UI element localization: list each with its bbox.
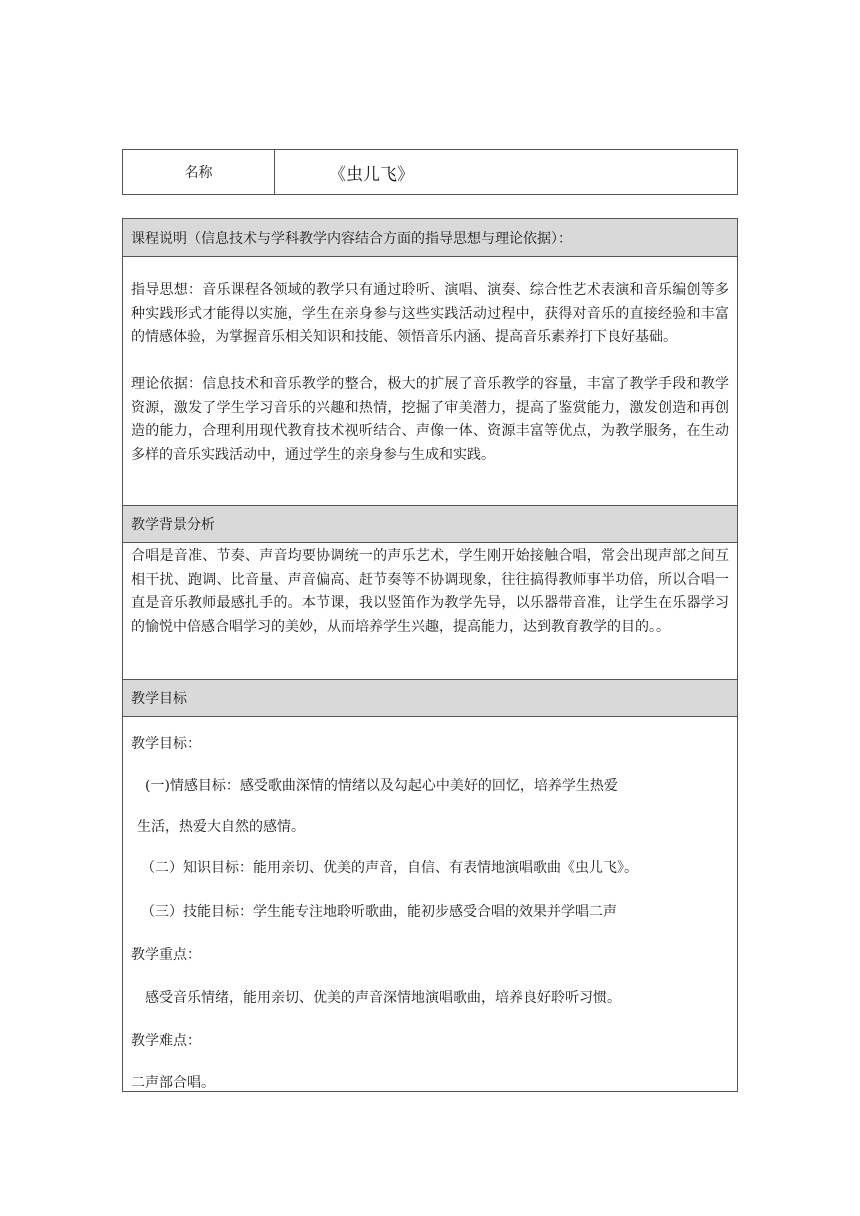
key-points-label: 教学重点： <box>131 947 201 963</box>
difficulty-label: 教学难点： <box>131 1033 201 1049</box>
emotional-goal-line2: 生活，热爱大自然的感情。 <box>137 819 305 835</box>
background-text: 合唱是音准、节奏、声音均要协调统一的声乐艺术，学生刚开始接触合唱，常会出现声部之间互相干扰、跑调、比音量、声音偏高、赶节奏等不协调现象，往往搞得教师事半功倍，所以合唱一直是音乐教师最感扎手的。本节课，我以竖笛作为教学先导，以乐器带音准，让学生在乐器学习的愉悦中倍感合唱学习的美妙，从而培养学生兴趣，提高能力，达到教育教学的目的。。 <box>131 548 729 635</box>
difficulty-text: 二声部合唱。 <box>131 1075 215 1091</box>
goals-label: 教学目标： <box>131 736 201 752</box>
skill-goal: （三）技能目标：学生能专注地聆听歌曲，能初步感受合唱的效果并学唱二声 <box>141 904 617 920</box>
guiding-thought-text: 指导思想：音乐课程各领域的教学只有通过聆听、演唱、演奏、综合性艺术表演和音乐编创等多种实践形式才能得以实施，学生在亲身参与这些实践活动过程中，获得对音乐的直接经验和丰富的情感体验，为掌握音乐相关知识和技能、领悟音乐内涵、提高音乐素养打下良好基础。 <box>131 282 729 345</box>
goals-header: 教学目标 <box>123 680 737 717</box>
key-points-text: 感受音乐情绪，能用亲切、优美的声音深情地演唱歌曲，培养良好聆听习惯。 <box>145 990 621 1006</box>
name-value: 《虫儿飞》 <box>329 164 414 185</box>
title-table <box>122 149 738 195</box>
lesson-plan-table <box>122 218 738 1092</box>
knowledge-goal: （二）知识目标：能用亲切、优美的声音，自信、有表情地演唱歌曲《虫儿飞》。 <box>141 860 638 876</box>
emotional-goal-line1: (一)情感目标：感受歌曲深情的情绪以及勾起心中美好的回忆，培养学生热爱 <box>145 778 618 794</box>
name-label: 名称 <box>123 150 275 194</box>
background-header: 教学背景分析 <box>123 506 737 543</box>
course-description-header: 课程说明（信息技术与学科教学内容结合方面的指导思想与理论依据）： <box>123 219 737 257</box>
theory-basis-text: 理论依据：信息技术和音乐教学的整合，极大的扩展了音乐教学的容量，丰富了教学手段和教学资源，激发了学生学习音乐的兴趣和热情，挖掘了审美潜力，提高了鉴赏能力，激发创造和再创造的能力，合理利用现代教育技术视听结合、声像一体、资源丰富等优点，为教学服务，在生动多样的音乐实践活动中，通过学生的亲身参与生成和实践。 <box>131 376 729 463</box>
